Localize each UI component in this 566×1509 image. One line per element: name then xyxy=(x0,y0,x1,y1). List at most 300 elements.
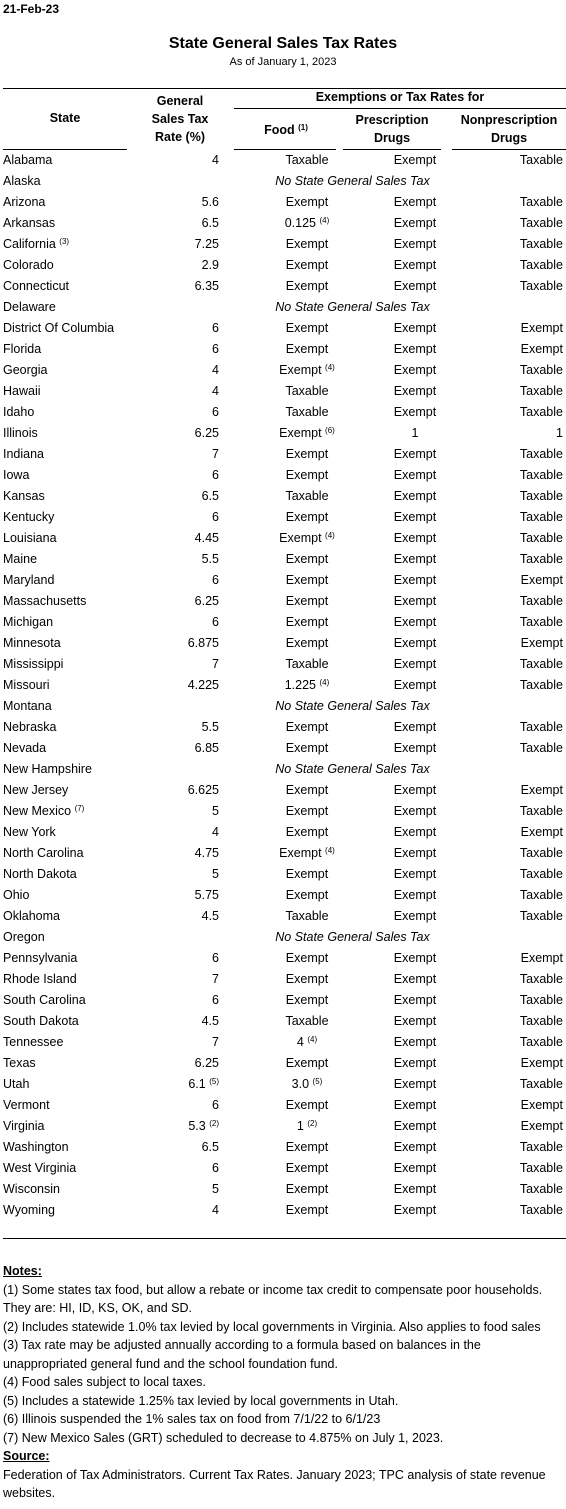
note-5: (5) Includes a statewide 1.25% tax levied by local governments in Utah. xyxy=(3,1393,399,1408)
footnote-ref: (7) xyxy=(74,804,85,813)
page-subtitle: As of January 1, 2023 xyxy=(229,56,337,68)
food-cell: Taxable xyxy=(285,1014,329,1028)
state-cell: Rhode Island xyxy=(3,972,77,986)
nonprescription-cell: Taxable xyxy=(519,489,563,503)
nonprescription-cell: Taxable xyxy=(519,1035,563,1049)
nonprescription-cell: Taxable xyxy=(519,1203,563,1217)
food-cell: 0.125 $^{(4)}$ xyxy=(284,216,330,230)
table-row xyxy=(0,570,566,591)
nonprescription-cell: Taxable xyxy=(519,405,563,419)
food-cell: Exempt xyxy=(285,741,329,755)
table-row xyxy=(0,297,566,318)
state-cell: Georgia xyxy=(3,363,48,377)
nonprescription-cell: Exempt xyxy=(520,321,563,335)
table-row xyxy=(0,780,566,801)
table-row xyxy=(0,1011,566,1032)
food-cell: Exempt xyxy=(285,783,329,797)
table-row xyxy=(0,822,566,843)
rate-cell: 6 xyxy=(212,1161,219,1175)
nonprescription-cell: Taxable xyxy=(519,741,563,755)
nonprescription-cell: Taxable xyxy=(519,888,563,902)
footnote-ref: (5) xyxy=(209,1077,219,1086)
table-row xyxy=(0,318,566,339)
table-row xyxy=(0,528,566,549)
food-cell: Taxable xyxy=(285,909,329,923)
food-cell: Exempt xyxy=(285,825,329,839)
prescription-cell: Exempt xyxy=(393,972,437,986)
nonprescription-cell: Taxable xyxy=(519,1014,563,1028)
rate-cell: 6.625 xyxy=(187,783,219,797)
state-cell: New Jersey xyxy=(3,783,69,797)
table-row xyxy=(0,1179,566,1200)
food-cell: Exempt xyxy=(285,867,329,881)
food-cell: 3.0 $^{(5)}$ xyxy=(291,1077,323,1091)
food-cell: Exempt xyxy=(285,195,329,209)
table-row xyxy=(0,759,566,780)
prescription-cell: Exempt xyxy=(393,489,437,503)
rate-cell: 6.5 xyxy=(201,1140,219,1154)
nonprescription-cell: Taxable xyxy=(519,447,563,461)
prescription-cell: Exempt xyxy=(393,951,437,965)
state-cell: Indiana xyxy=(3,447,45,461)
state-cell: Vermont xyxy=(3,1098,50,1112)
table-row xyxy=(0,864,566,885)
table-row xyxy=(0,276,566,297)
rate-cell: 7 xyxy=(212,447,219,461)
prescription-cell: Exempt xyxy=(393,1119,437,1133)
prescription-cell: Exempt xyxy=(393,636,437,650)
state-cell: West Virginia xyxy=(3,1161,77,1175)
food-cell: Exempt xyxy=(285,1182,329,1196)
prescription-cell: Exempt xyxy=(393,783,437,797)
state-cell: Iowa xyxy=(3,468,30,482)
nonprescription-cell: Taxable xyxy=(519,720,563,734)
table-row xyxy=(0,465,566,486)
prescription-cell: Exempt xyxy=(393,1098,437,1112)
prescription-cell: Exempt xyxy=(393,405,437,419)
prescription-cell: Exempt xyxy=(393,993,437,1007)
table-row xyxy=(0,444,566,465)
table-row xyxy=(0,927,566,948)
notes-section xyxy=(3,1262,563,1503)
state-cell: Maryland xyxy=(3,573,55,587)
food-cell: Taxable xyxy=(285,384,329,398)
rate-cell: 4 xyxy=(212,1203,219,1217)
prescription-cell: Exempt xyxy=(393,741,437,755)
table-row xyxy=(0,1137,566,1158)
state-cell: Alaska xyxy=(3,174,41,188)
state-cell: District Of Columbia xyxy=(3,321,115,335)
food-cell: Exempt xyxy=(285,1056,329,1070)
prescription-cell: Exempt xyxy=(393,804,437,818)
state-cell: Texas xyxy=(3,1056,36,1070)
nonprescription-cell: Taxable xyxy=(519,384,563,398)
nonprescription-cell: Exempt xyxy=(520,573,563,587)
footnote-ref: (4) xyxy=(325,531,335,540)
prescription-cell: Exempt xyxy=(393,678,437,692)
table-row xyxy=(0,381,566,402)
food-cell: Exempt xyxy=(285,615,329,629)
table-row xyxy=(0,1053,566,1074)
rate-cell: 6 xyxy=(212,573,219,587)
state-cell: Idaho xyxy=(3,405,35,419)
rate-cell: 4 xyxy=(212,825,219,839)
prescription-cell: Exempt xyxy=(393,321,437,335)
rate-cell: 6 xyxy=(212,1098,219,1112)
prescription-cell: Exempt xyxy=(393,195,437,209)
nonprescription-cell: Taxable xyxy=(519,972,563,986)
prescription-cell: Exempt xyxy=(393,657,437,671)
nonprescription-cell: Exempt xyxy=(520,1119,563,1133)
prescription-cell: Exempt xyxy=(393,531,437,545)
prescription-cell: Exempt xyxy=(393,1182,437,1196)
note-7: (7) New Mexico Sales (GRT) scheduled to decrease to 4.875% on July 1, 2023. xyxy=(3,1430,444,1445)
table-row xyxy=(0,402,566,423)
table-row xyxy=(0,549,566,570)
nonprescription-cell: Taxable xyxy=(519,510,563,524)
prescription-cell: Exempt xyxy=(393,1140,437,1154)
table-row xyxy=(0,360,566,381)
nonprescription-cell: Taxable xyxy=(519,531,563,545)
notes-heading: Notes: xyxy=(3,1264,42,1278)
state-cell: Oregon xyxy=(3,930,45,944)
food-cell: Exempt xyxy=(285,342,329,356)
no-sales-tax-cell: No State General Sales Tax xyxy=(275,762,430,776)
prescription-cell: Exempt xyxy=(393,510,437,524)
table-row xyxy=(0,591,566,612)
nonprescription-cell: Taxable xyxy=(519,804,563,818)
prescription-cell: Exempt xyxy=(393,1203,437,1217)
state-cell: Wisconsin xyxy=(3,1182,60,1196)
no-sales-tax-cell: No State General Sales Tax xyxy=(275,174,430,188)
nonprescription-cell: Taxable xyxy=(519,216,563,230)
nonprescription-cell: Taxable xyxy=(519,867,563,881)
table-row xyxy=(0,255,566,276)
nonprescription-cell: Taxable xyxy=(519,468,563,482)
nonprescription-cell: Taxable xyxy=(519,594,563,608)
header-food: Food $^{(1)}$ xyxy=(264,123,308,137)
rate-cell: 5.3 $^{(2)}$ xyxy=(188,1119,219,1133)
note-1: (1) Some states tax food, but allow a rebate or income tax credit to compensate poor households. They are: HI, ID, KS, OK, and SD. xyxy=(3,1282,543,1315)
no-sales-tax-cell: No State General Sales Tax xyxy=(275,300,430,314)
table-row xyxy=(0,696,566,717)
state-cell: Missouri xyxy=(3,678,50,692)
rate-cell: 4 xyxy=(212,153,219,167)
food-cell: Exempt xyxy=(285,510,329,524)
state-cell: Michigan xyxy=(3,615,54,629)
table-row xyxy=(0,486,566,507)
rate-cell: 6.35 xyxy=(194,279,219,293)
rate-cell: 2.9 xyxy=(201,258,219,272)
note-4: (4) Food sales subject to local taxes. xyxy=(3,1375,206,1389)
rate-cell: 5.75 xyxy=(194,888,219,902)
state-cell: Nebraska xyxy=(3,720,57,734)
food-cell: Exempt xyxy=(285,258,329,272)
nonprescription-cell: Exempt xyxy=(520,342,563,356)
rate-cell: 6 xyxy=(212,468,219,482)
nonprescription-cell: Taxable xyxy=(519,363,563,377)
table-row xyxy=(0,1116,566,1137)
rate-cell: 6.25 xyxy=(194,426,219,440)
state-cell: Minnesota xyxy=(3,636,61,650)
rate-cell: 4 xyxy=(212,363,219,377)
rate-cell: 7.25 xyxy=(194,237,219,251)
food-cell: Exempt $^{(4)}$ xyxy=(279,531,335,545)
nonprescription-cell: Exempt xyxy=(520,1098,563,1112)
rate-cell: 4 xyxy=(212,384,219,398)
prescription-cell: Exempt xyxy=(393,615,437,629)
state-cell: North Dakota xyxy=(3,867,77,881)
state-cell: Alabama xyxy=(3,153,53,167)
rate-cell: 4.225 xyxy=(187,678,219,692)
rate-cell: 7 xyxy=(212,972,219,986)
prescription-cell: Exempt xyxy=(393,825,437,839)
table-row xyxy=(0,948,566,969)
food-cell: Exempt xyxy=(285,447,329,461)
table-row xyxy=(0,150,566,171)
rate-cell: 7 xyxy=(212,657,219,671)
prescription-cell: Exempt xyxy=(393,846,437,860)
food-cell: Exempt xyxy=(285,1140,329,1154)
prescription-cell: Exempt xyxy=(393,867,437,881)
prescription-cell: Exempt xyxy=(393,237,437,251)
state-cell: New Mexico $^{(7)}$ xyxy=(3,804,85,818)
rate-cell: 5 xyxy=(212,804,219,818)
food-cell: Taxable xyxy=(285,153,329,167)
food-cell: Exempt $^{(4)}$ xyxy=(279,846,335,860)
rate-cell: 5.5 xyxy=(201,720,219,734)
nonprescription-cell: Taxable xyxy=(519,615,563,629)
nonprescription-cell: 1 xyxy=(556,426,563,440)
food-cell: Exempt xyxy=(285,993,329,1007)
header-rate: General Sales Tax Rate (%) xyxy=(151,94,209,144)
table-row xyxy=(0,192,566,213)
footnote-ref: (6) xyxy=(325,426,335,435)
prescription-cell: Exempt xyxy=(393,888,437,902)
footnote-ref: (4) xyxy=(319,216,330,225)
prescription-cell: Exempt xyxy=(393,1161,437,1175)
table-row xyxy=(0,423,566,444)
note-2: (2) Includes statewide 1.0% tax levied by local governments in Virginia. Also applies to food sales xyxy=(3,1319,541,1334)
source-text: Federation of Tax Administrators. Current Tax Rates. January 2023; TPC analysis of state revenue websites. xyxy=(3,1467,546,1500)
rate-cell: 6 xyxy=(212,615,219,629)
state-cell: Illinois xyxy=(3,426,38,440)
nonprescription-cell: Taxable xyxy=(519,153,563,167)
state-cell: Oklahoma xyxy=(3,909,60,923)
food-cell: Exempt $^{(6)}$ xyxy=(279,426,335,440)
state-cell: Connecticut xyxy=(3,279,70,293)
rate-cell: 6 xyxy=(212,951,219,965)
rate-cell: 5 xyxy=(212,1182,219,1196)
food-cell: Exempt xyxy=(285,594,329,608)
prescription-cell: Exempt xyxy=(393,153,437,167)
nonprescription-cell: Taxable xyxy=(519,678,563,692)
state-cell: Louisiana xyxy=(3,531,57,545)
nonprescription-cell: Taxable xyxy=(519,279,563,293)
prescription-cell: Exempt xyxy=(393,720,437,734)
table-row xyxy=(0,1095,566,1116)
prescription-cell: Exempt xyxy=(393,573,437,587)
table-row xyxy=(0,612,566,633)
food-cell: Exempt xyxy=(285,888,329,902)
prescription-cell: Exempt xyxy=(393,279,437,293)
state-cell: North Carolina xyxy=(3,846,84,860)
rate-cell: 6 xyxy=(212,321,219,335)
nonprescription-cell: Exempt xyxy=(520,951,563,965)
footnote-ref: (2) xyxy=(209,1119,219,1128)
rate-cell: 4.5 xyxy=(201,1014,219,1028)
state-cell: Wyoming xyxy=(3,1203,55,1217)
source-heading: Source: xyxy=(3,1449,50,1463)
food-cell: Exempt xyxy=(285,636,329,650)
rate-cell: 6 xyxy=(212,342,219,356)
food-cell: Exempt xyxy=(285,720,329,734)
nonprescription-cell: Taxable xyxy=(519,993,563,1007)
nonprescription-cell: Taxable xyxy=(519,237,563,251)
rate-cell: 6.85 xyxy=(194,741,219,755)
rate-cell: 5.6 xyxy=(201,195,219,209)
prescription-cell: Exempt xyxy=(393,1035,437,1049)
no-sales-tax-cell: No State General Sales Tax xyxy=(275,699,430,713)
prescription-cell: Exempt xyxy=(393,468,437,482)
rate-cell: 6.25 xyxy=(194,1056,219,1070)
rate-cell: 6 xyxy=(212,993,219,1007)
rate-cell: 6.25 xyxy=(194,594,219,608)
prescription-cell: Exempt xyxy=(393,594,437,608)
table-row xyxy=(0,654,566,675)
prescription-cell: Exempt xyxy=(393,216,437,230)
state-cell: Mississippi xyxy=(3,657,64,671)
state-cell: Pennsylvania xyxy=(3,951,78,965)
footnote-ref: (4) xyxy=(325,846,335,855)
food-cell: Exempt xyxy=(285,279,329,293)
food-cell: Exempt xyxy=(285,237,329,251)
table-row xyxy=(0,801,566,822)
table-row xyxy=(0,969,566,990)
food-cell: Taxable xyxy=(285,489,329,503)
nonprescription-cell: Taxable xyxy=(519,552,563,566)
prescription-cell: Exempt xyxy=(393,909,437,923)
rate-cell: 6 xyxy=(212,510,219,524)
state-cell: Kansas xyxy=(3,489,45,503)
note-6: (6) Illinois suspended the 1% sales tax on food from 7/1/22 to 6/1/23 xyxy=(3,1412,381,1426)
table-bottom-rule xyxy=(3,1238,566,1239)
nonprescription-cell: Taxable xyxy=(519,846,563,860)
state-cell: Kentucky xyxy=(3,510,55,524)
food-cell: Exempt xyxy=(285,1161,329,1175)
header-nonprescription-drugs: Nonprescription Drugs xyxy=(460,113,558,145)
header-group-rule xyxy=(234,108,566,109)
table-row xyxy=(0,171,566,192)
footnote-ref: (4) xyxy=(319,678,330,687)
food-cell: Exempt xyxy=(285,972,329,986)
table-row xyxy=(0,843,566,864)
state-cell: Florida xyxy=(3,342,42,356)
footnote-ref: (5) xyxy=(312,1077,323,1086)
table-row xyxy=(0,675,566,696)
state-cell: Utah xyxy=(3,1077,30,1091)
nonprescription-cell: Taxable xyxy=(519,258,563,272)
prescription-cell: Exempt xyxy=(393,1077,437,1091)
nonprescription-cell: Exempt xyxy=(520,783,563,797)
nonprescription-cell: Exempt xyxy=(520,636,563,650)
state-cell: New York xyxy=(3,825,56,839)
table-row xyxy=(0,738,566,759)
header-state: State xyxy=(49,111,81,125)
rate-cell: 4.5 xyxy=(201,909,219,923)
table-row xyxy=(0,1158,566,1179)
food-cell: Exempt xyxy=(285,552,329,566)
footnote-ref: (3) xyxy=(59,237,70,246)
food-cell: 4 $^{(4)}$ xyxy=(296,1035,318,1049)
table-row xyxy=(0,1032,566,1053)
table-row xyxy=(0,339,566,360)
state-cell: Montana xyxy=(3,699,52,713)
prescription-cell: 1 xyxy=(411,426,419,440)
rate-cell: 6.875 xyxy=(187,636,219,650)
table-row xyxy=(0,633,566,654)
nonprescription-cell: Taxable xyxy=(519,657,563,671)
page-title: State General Sales Tax Rates xyxy=(168,35,398,52)
rate-cell: 6.5 xyxy=(201,216,219,230)
table-row xyxy=(0,213,566,234)
food-cell: Exempt xyxy=(285,804,329,818)
food-cell: Exempt xyxy=(285,951,329,965)
header-prescription-drugs: Prescription Drugs xyxy=(355,113,429,145)
state-cell: Washington xyxy=(3,1140,69,1154)
rate-cell: 4.45 xyxy=(194,531,219,545)
state-cell: Hawaii xyxy=(3,384,41,398)
rate-cell: 4.75 xyxy=(194,846,219,860)
nonprescription-cell: Exempt xyxy=(520,1056,563,1070)
food-cell: Exempt xyxy=(285,1098,329,1112)
state-cell: Virginia xyxy=(3,1119,45,1133)
footnote-ref: (4) xyxy=(325,363,335,372)
state-cell: Delaware xyxy=(3,300,56,314)
food-cell: Exempt xyxy=(285,321,329,335)
nonprescription-cell: Taxable xyxy=(519,1077,563,1091)
table-row xyxy=(0,234,566,255)
prescription-cell: Exempt xyxy=(393,258,437,272)
state-cell: Arizona xyxy=(3,195,46,209)
table-row xyxy=(0,885,566,906)
state-cell: Ohio xyxy=(3,888,30,902)
state-cell: Maine xyxy=(3,552,38,566)
rate-cell: 6 xyxy=(212,405,219,419)
food-cell: 1 $^{(2)}$ xyxy=(296,1119,318,1133)
state-cell: South Carolina xyxy=(3,993,86,1007)
state-cell: New Hampshire xyxy=(3,762,92,776)
food-cell: Exempt xyxy=(285,573,329,587)
state-cell: South Dakota xyxy=(3,1014,79,1028)
prescription-cell: Exempt xyxy=(393,342,437,356)
rate-cell: 5.5 xyxy=(201,552,219,566)
food-cell: Exempt $^{(4)}$ xyxy=(279,363,335,377)
no-sales-tax-cell: No State General Sales Tax xyxy=(275,930,430,944)
report-date: 21-Feb-23 xyxy=(3,2,60,16)
nonprescription-cell: Taxable xyxy=(519,1182,563,1196)
rate-cell: 5 xyxy=(212,867,219,881)
table-row xyxy=(0,906,566,927)
footnote-ref: (4) xyxy=(307,1035,318,1044)
prescription-cell: Exempt xyxy=(393,447,437,461)
table-row xyxy=(0,717,566,738)
note-3: (3) Tax rate may be adjusted annually according to a formula based on balances in the unappropriated general fund and the school foundation fund. xyxy=(3,1338,481,1371)
table-row xyxy=(0,1200,566,1221)
table-row xyxy=(0,990,566,1011)
food-cell: Taxable xyxy=(285,405,329,419)
prescription-cell: Exempt xyxy=(393,363,437,377)
